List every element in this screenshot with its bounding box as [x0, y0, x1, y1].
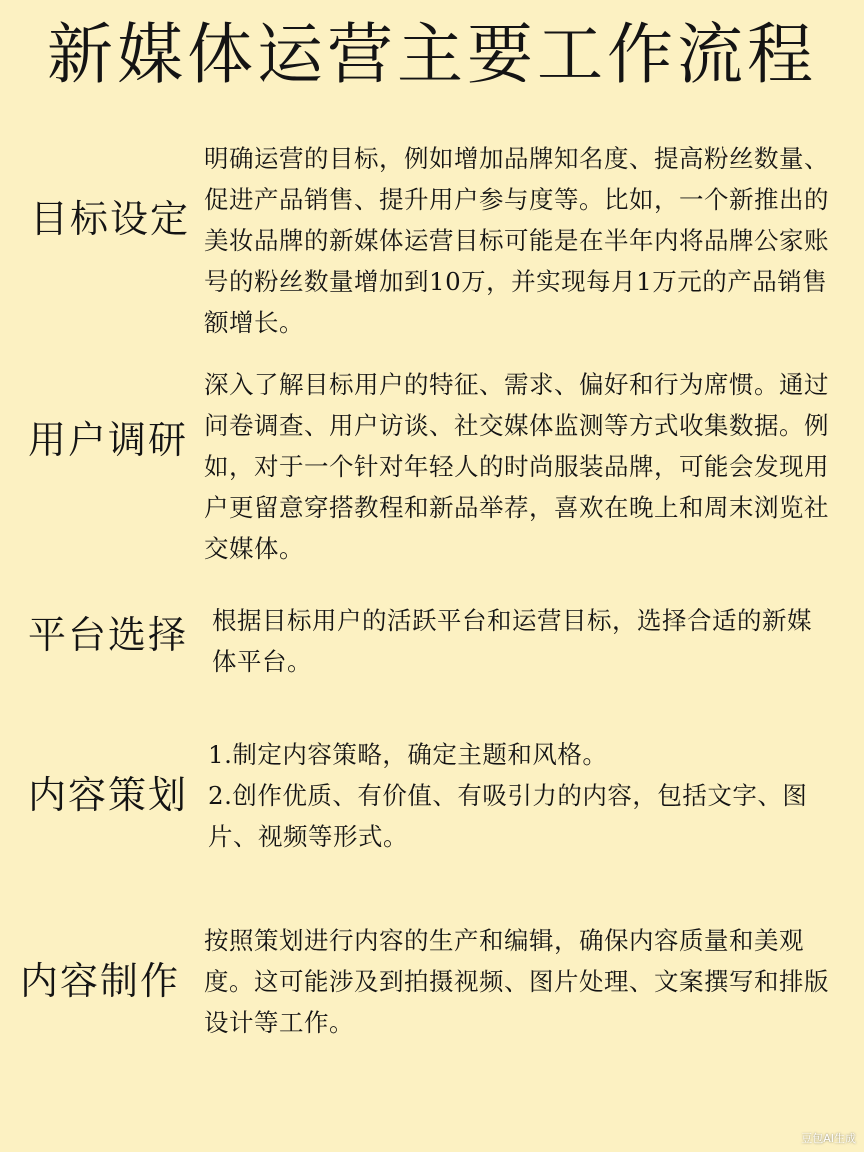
section-text [212, 600, 832, 682]
section-label: 目标设定 [30, 197, 191, 241]
section-text [208, 734, 838, 857]
watermark: 豆包AI生成 [801, 1132, 856, 1145]
section-label: 内容策划 [28, 773, 189, 817]
section-paragraph: 按照策划进行内容的生产和编辑，确保内容质量和美观度。这可能涉及到拍摄视频、图片处理、文案撰写和排版设计等工作。 [204, 926, 829, 1037]
list-item: 2.创作优质、有价值、有吸引力的内容，包括文字、图片、视频等形式。 [208, 781, 808, 851]
section-label: 平台选择 [28, 613, 189, 657]
page-title: 新媒体运营主要工作流程 [47, 16, 817, 93]
section-paragraph: 深入了解目标用户的特征、需求、偏好和行为席惯。通过问卷调查、用户访谈、社交媒体监测等方式收集数据。例如，对于一个针对年轻人的时尚服装品牌，可能会发现用户更留意穿搭教程和新品举荐，喜欢在晚上和周末浏览社交媒体。 [204, 370, 829, 563]
section-label: 内容制作 [20, 959, 181, 1003]
section-text [204, 138, 834, 343]
list-item: 1.制定内容策略，确定主题和风格。 [208, 740, 608, 769]
section-paragraph: 根据目标用户的活跃平台和运营目标，选择合适的新媒体平台。 [212, 606, 812, 676]
section-label: 用户调研 [28, 418, 189, 462]
section-paragraph: 明确运营的目标，例如增加品牌知名度、提高粉丝数量、促进产品销售、提升用户参与度等。比如，一个新推出的美妆品牌的新媒体运营目标可能是在半年内将品牌公家账号的粉丝数量增加到10万，并实现每月1万元的产品销售额增长。 [204, 144, 829, 337]
section-text [204, 920, 834, 1043]
section-text [204, 364, 834, 569]
